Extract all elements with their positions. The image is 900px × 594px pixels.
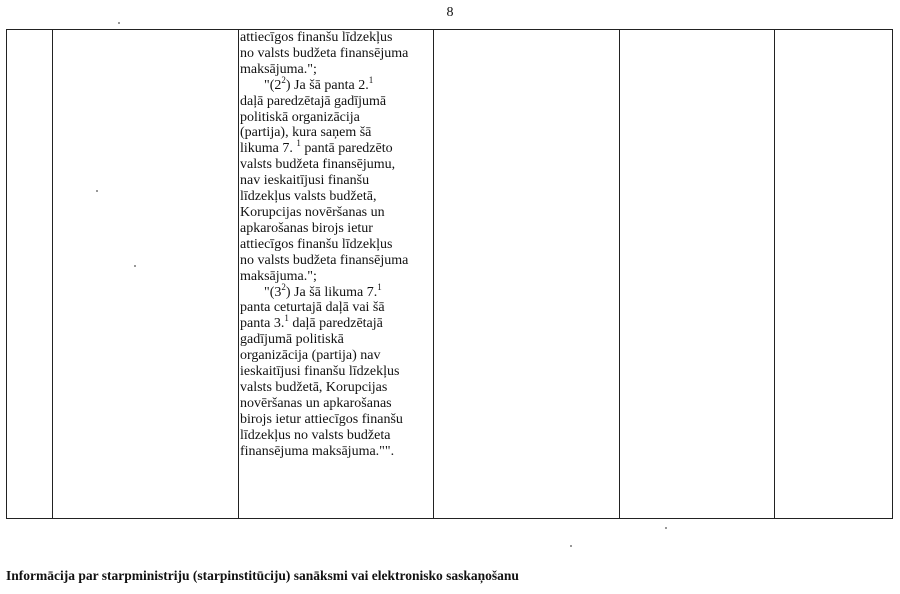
scan-speck <box>665 527 667 529</box>
text-line: likuma 7. $^1$ pantā paredzēto <box>240 138 393 157</box>
text-line: attiecīgos finanšu līdzekļus <box>240 30 393 45</box>
scan-speck <box>96 190 98 192</box>
text-line: valsts budžeta finansējumu, <box>240 157 396 173</box>
text-line: "$(3^2)$ Ja šā likuma 7.$^1$ <box>264 281 382 300</box>
text-line: panta ceturtajā daļā vai šā <box>240 300 385 316</box>
text-line: (partija), kura saņem šā <box>240 125 372 141</box>
text-line: maksājuma."; <box>240 268 317 284</box>
superscript: 1 <box>368 74 374 85</box>
text-line: organizācija (partija) nav <box>240 348 381 364</box>
scan-speck <box>118 22 120 24</box>
table-column-divider <box>433 30 434 518</box>
text-line: maksājuma."; <box>240 61 317 77</box>
table-column-divider <box>619 30 620 518</box>
superscript: 2 <box>281 74 286 85</box>
comparison-table <box>6 29 893 519</box>
text-line: no valsts budžeta finansējuma <box>240 45 409 61</box>
text-line: novēršanas un apkarošanas <box>240 395 392 411</box>
text-line: attiecīgos finanšu līdzekļus <box>240 236 393 252</box>
table-column-divider <box>238 30 239 518</box>
scan-speck <box>570 545 572 547</box>
text-line: Korupcijas novēršanas un <box>240 204 385 220</box>
text-line: apkarošanas birojs ietur <box>240 220 373 236</box>
superscript: 1 <box>284 313 289 324</box>
text-line: gadījumā politiskā <box>240 332 344 348</box>
table-column-divider <box>774 30 775 518</box>
superscript: 1 <box>296 138 301 149</box>
amendment-text-cell <box>240 30 433 459</box>
superscript: 1 <box>377 281 382 292</box>
superscript: 2 <box>281 281 286 292</box>
text-line: līdzekļus valsts budžetā, <box>240 189 377 205</box>
text-line: daļā paredzētajā gadījumā <box>240 93 387 109</box>
section-heading: Informācija par starpministriju (starpinstitūciju) sanāksmi vai elektronisko saskaņošanu <box>6 568 519 583</box>
text-line: panta 3.$^1$ daļā paredzētajā <box>240 313 383 332</box>
text-line: birojs ietur attiecīgos finanšu <box>240 411 403 427</box>
text-line: līdzekļus no valsts budžeta <box>240 427 391 443</box>
text-line: no valsts budžeta finansējuma <box>240 252 409 268</box>
scan-speck <box>134 265 136 267</box>
text-line: nav ieskaitījusi finanšu <box>240 173 370 189</box>
text-line: valsts budžetā, Korupcijas <box>240 379 388 395</box>
text-line: finansējuma maksājuma."". <box>240 443 395 459</box>
text-line: ieskaitījusi finanšu līdzekļus <box>240 364 400 380</box>
page-number: 8 <box>446 5 454 20</box>
text-line: "$(2^2)$ Ja šā panta 2.$^1$ <box>264 74 374 93</box>
text-line: politiskā organizācija <box>240 109 360 125</box>
table-column-divider <box>52 30 53 518</box>
